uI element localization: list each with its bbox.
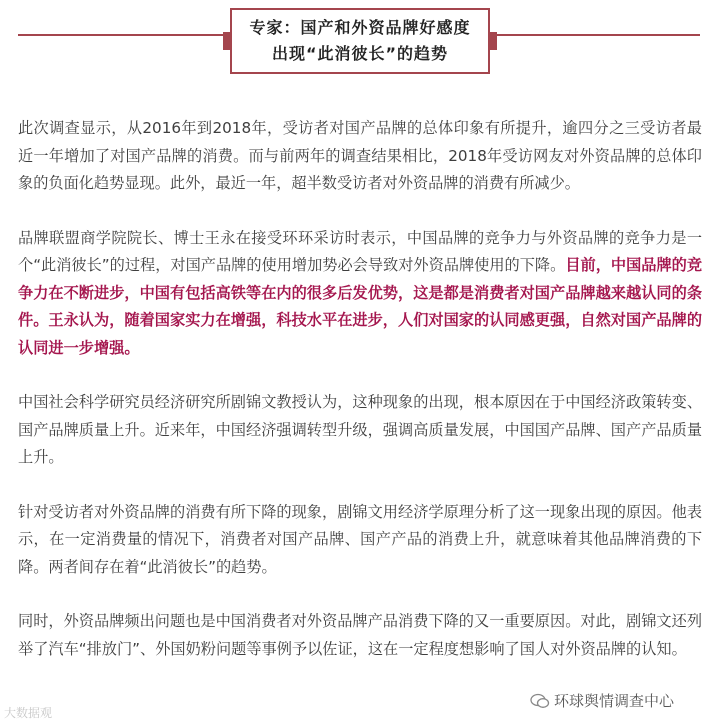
paragraph-1-text: 此次调查显示，从2016年到2018年，受访者对国产品牌的总体印象有所提升，逾四分之三受访者最近一年增加了对国产品牌的消费。而与前两年的调查结果相比，2018年受访网友对外资品牌的总体印象的负面化趋势显现。此外，最近一年，超半数受访者对外资品牌的消费有所减少。 <box>18 119 702 192</box>
header-rule-left <box>18 34 230 36</box>
paragraph-4 <box>18 499 702 582</box>
paragraph-3 <box>18 389 702 472</box>
section-header <box>0 0 717 80</box>
section-title-line-1: 专家：国产和外资品牌好感度 <box>249 18 471 37</box>
article-body <box>18 115 702 690</box>
paragraph-2-text: 品牌联盟商学院院长、博士王永在接受环环采访时表示，中国品牌的竞争力与外资品牌的竞争力是一个“此消彼长”的过程，对国产品牌的使用增加势必会导致对外资品牌使用的下降。 <box>18 228 702 274</box>
paragraph-2-highlight: 目前，中国品牌的竞争力在不断进步，中国有包括高铁等在内的很多后发优势，这是都是消费者对国产品牌越来越认同的条件。王永认为，随着国家实力在增强，科技水平在进步，人们对国家的认同感更强，自然对国产品牌的认同进一步增强。 <box>18 256 702 357</box>
paragraph-5-text: 同时，外资品牌频出问题也是中国消费者对外资品牌产品消费下降的又一重要原因。对此，剧锦文还列举了汽车“排放门”、外国奶粉问题等事例予以佐证，这在一定程度想影响了国人对外资品牌的认知。 <box>18 612 702 658</box>
paragraph-5 <box>18 608 702 663</box>
header-rule-right <box>490 34 700 36</box>
paragraph-1 <box>18 115 702 198</box>
section-title-box <box>230 8 490 74</box>
wechat-icon <box>530 693 550 709</box>
watermark-right <box>530 690 674 711</box>
watermark-left: 大数据观 <box>4 706 53 720</box>
paragraph-4-text: 针对受访者对外资品牌的消费有所下降的现象，剧锦文用经济学原理分析了这一现象出现的原因。他表示，在一定消费量的情况下，消费者对国产品牌、国产产品的消费上升，就意味着其他品牌消费的下降。两者间存在着“此消彼长”的趋势。 <box>18 502 702 576</box>
paragraph-2 <box>18 225 702 363</box>
watermark-right-text: 环球舆情调查中心 <box>554 692 675 710</box>
section-title-line-2: 出现“此消彼长”的趋势 <box>271 44 449 63</box>
paragraph-3-text: 中国社会科学研究员经济研究所剧锦文教授认为，这种现象的出现，根本原因在于中国经济政策转变、国产品牌质量上升。近来年，中国经济强调转型升级，强调高质量发展，中国国产品牌、国产产品质量上升。 <box>18 393 702 466</box>
